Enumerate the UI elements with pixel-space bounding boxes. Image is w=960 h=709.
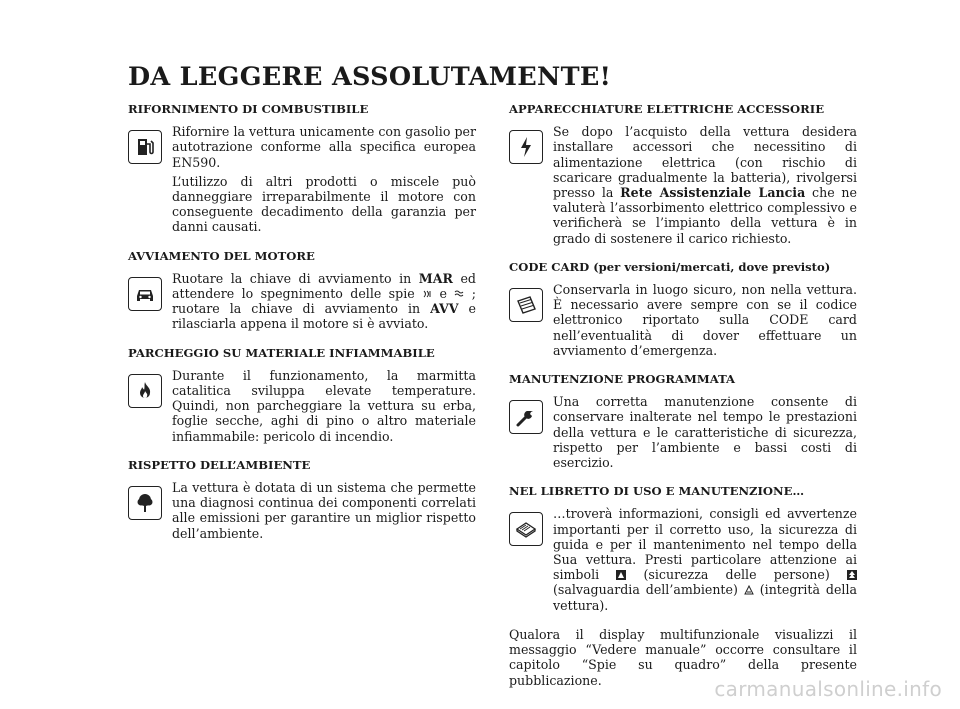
section-heading: CODE CARD (per versioni/mercati, dove previsto) bbox=[509, 259, 831, 274]
text: che ne valuterà l’assorbimento elettrico complessivo e verificherà se l’impianto della vettura è in grado di sostenere il carico richiesto. bbox=[553, 185, 857, 246]
fuel-pump-icon bbox=[128, 130, 162, 164]
bold-text: MAR bbox=[418, 270, 453, 286]
glow-plug-warning-icon bbox=[422, 289, 432, 299]
text: (sicurezza delle persone) bbox=[643, 567, 830, 583]
preheat-warning-icon bbox=[454, 289, 464, 299]
display-message-note: Qualora il display multifunzionale visualizzi il messaggio “Vedere manuale” occorre consultare il capitolo “Spie su quadro” della presente pubblicazione. bbox=[509, 626, 857, 688]
car-icon bbox=[128, 277, 162, 311]
text: Ruotare la chiave di avviamento in bbox=[172, 270, 412, 286]
right-column bbox=[509, 102, 857, 700]
lightning-icon bbox=[509, 130, 543, 164]
section-flammable-parking bbox=[128, 346, 476, 448]
section-engine-start bbox=[128, 249, 476, 336]
section-code-card bbox=[509, 260, 857, 362]
section-environment bbox=[128, 458, 476, 545]
environment-symbol-icon bbox=[847, 570, 857, 580]
person-safety-symbol-icon bbox=[616, 570, 626, 580]
text: ; ruotare la chiave di avviamento in bbox=[172, 286, 476, 317]
section-heading: PARCHEGGIO SU MATERIALE INFIAMMABILE bbox=[128, 345, 435, 360]
bold-text: AVV bbox=[430, 301, 459, 317]
text: (integrità della vettura). bbox=[553, 582, 857, 613]
paragraph: Conservarla in luogo sicuro, non nella vettura. È necessario avere sempre con se il codice elettronico riportato sulla CODE card nell’eventualità di dover effettuare un avviamento d’emergenza. bbox=[553, 282, 857, 358]
section-heading: APPARECCHIATURE ELETTRICHE ACCESSORIE bbox=[509, 102, 825, 116]
section-heading: RIFORNIMENTO DI COMBUSTIBILE bbox=[128, 102, 369, 116]
paragraph: L’utilizzo di altri prodotti o miscele può danneggiare irreparabilmente il motore con conseguente decadimento della garanzia per danni causati. bbox=[172, 173, 476, 235]
text: …troverà informazioni, consigli ed avvertenze importanti per il corretto uso, la sicurezza di guida e per il mantenimento nel tempo della Sua vettura. Presti particolare attenzione ai simboli bbox=[553, 506, 857, 583]
card-icon bbox=[509, 288, 543, 322]
section-heading: NEL LIBRETTO DI USO E MANUTENZIONE… bbox=[509, 484, 805, 499]
section-fuel bbox=[128, 102, 476, 239]
wrench-icon bbox=[509, 400, 543, 434]
section-heading: RISPETTO DELL’AMBIENTE bbox=[128, 457, 311, 472]
left-column bbox=[128, 102, 476, 555]
tree-icon bbox=[128, 486, 162, 520]
page-title: DA LEGGERE ASSOLUTAMENTE! bbox=[128, 62, 612, 92]
text: e rilasciarla appena il motore si è avviato. bbox=[172, 301, 476, 332]
text: ed attendere lo spegnimento delle spie bbox=[172, 270, 476, 302]
text: (salvaguardia dell’ambiente) bbox=[553, 582, 738, 598]
paragraph: Una corretta manutenzione consente di conservare inalterate nel tempo le prestazioni della vettura e le caratteristiche di sicurezza, rispetto per l’ambiente e bassi costi di esercizio. bbox=[553, 394, 857, 471]
paragraph: La vettura è dotata di un sistema che permette una diagnosi continua dei componenti correlati alle emissioni per garantire un miglior rispetto dell’ambiente. bbox=[172, 480, 476, 541]
paragraph: Durante il funzionamento, la marmitta catalitica sviluppa elevate temperature. Quindi, non parcheggiare la vettura su erba, foglie secche, aghi di pino o altro materiale infiammabile: pericolo di incendio. bbox=[172, 367, 476, 444]
watermark: carmanualsonline.info bbox=[714, 677, 942, 701]
flame-icon bbox=[128, 374, 162, 408]
bold-text: Rete Assistenziale Lancia bbox=[620, 185, 806, 201]
section-scheduled-maintenance bbox=[509, 372, 857, 474]
section-electrical-accessories bbox=[509, 102, 857, 250]
book-icon bbox=[509, 512, 543, 546]
text: Se dopo l’acquisto della vettura desidera installare accessori che necessitino di alimentazione elettrica (con rischio di scaricare gradualmente la batteria), rivolgersi presso la bbox=[553, 124, 857, 201]
section-manual bbox=[509, 484, 857, 617]
vehicle-integrity-symbol-icon bbox=[744, 585, 754, 595]
section-heading: AVVIAMENTO DEL MOTORE bbox=[128, 248, 315, 263]
section-heading: MANUTENZIONE PROGRAMMATA bbox=[509, 372, 736, 387]
paragraph: Rifornire la vettura unicamente con gasolio per autotrazione conforme alla specifica europea EN590. bbox=[172, 124, 476, 170]
text: e bbox=[439, 286, 447, 302]
